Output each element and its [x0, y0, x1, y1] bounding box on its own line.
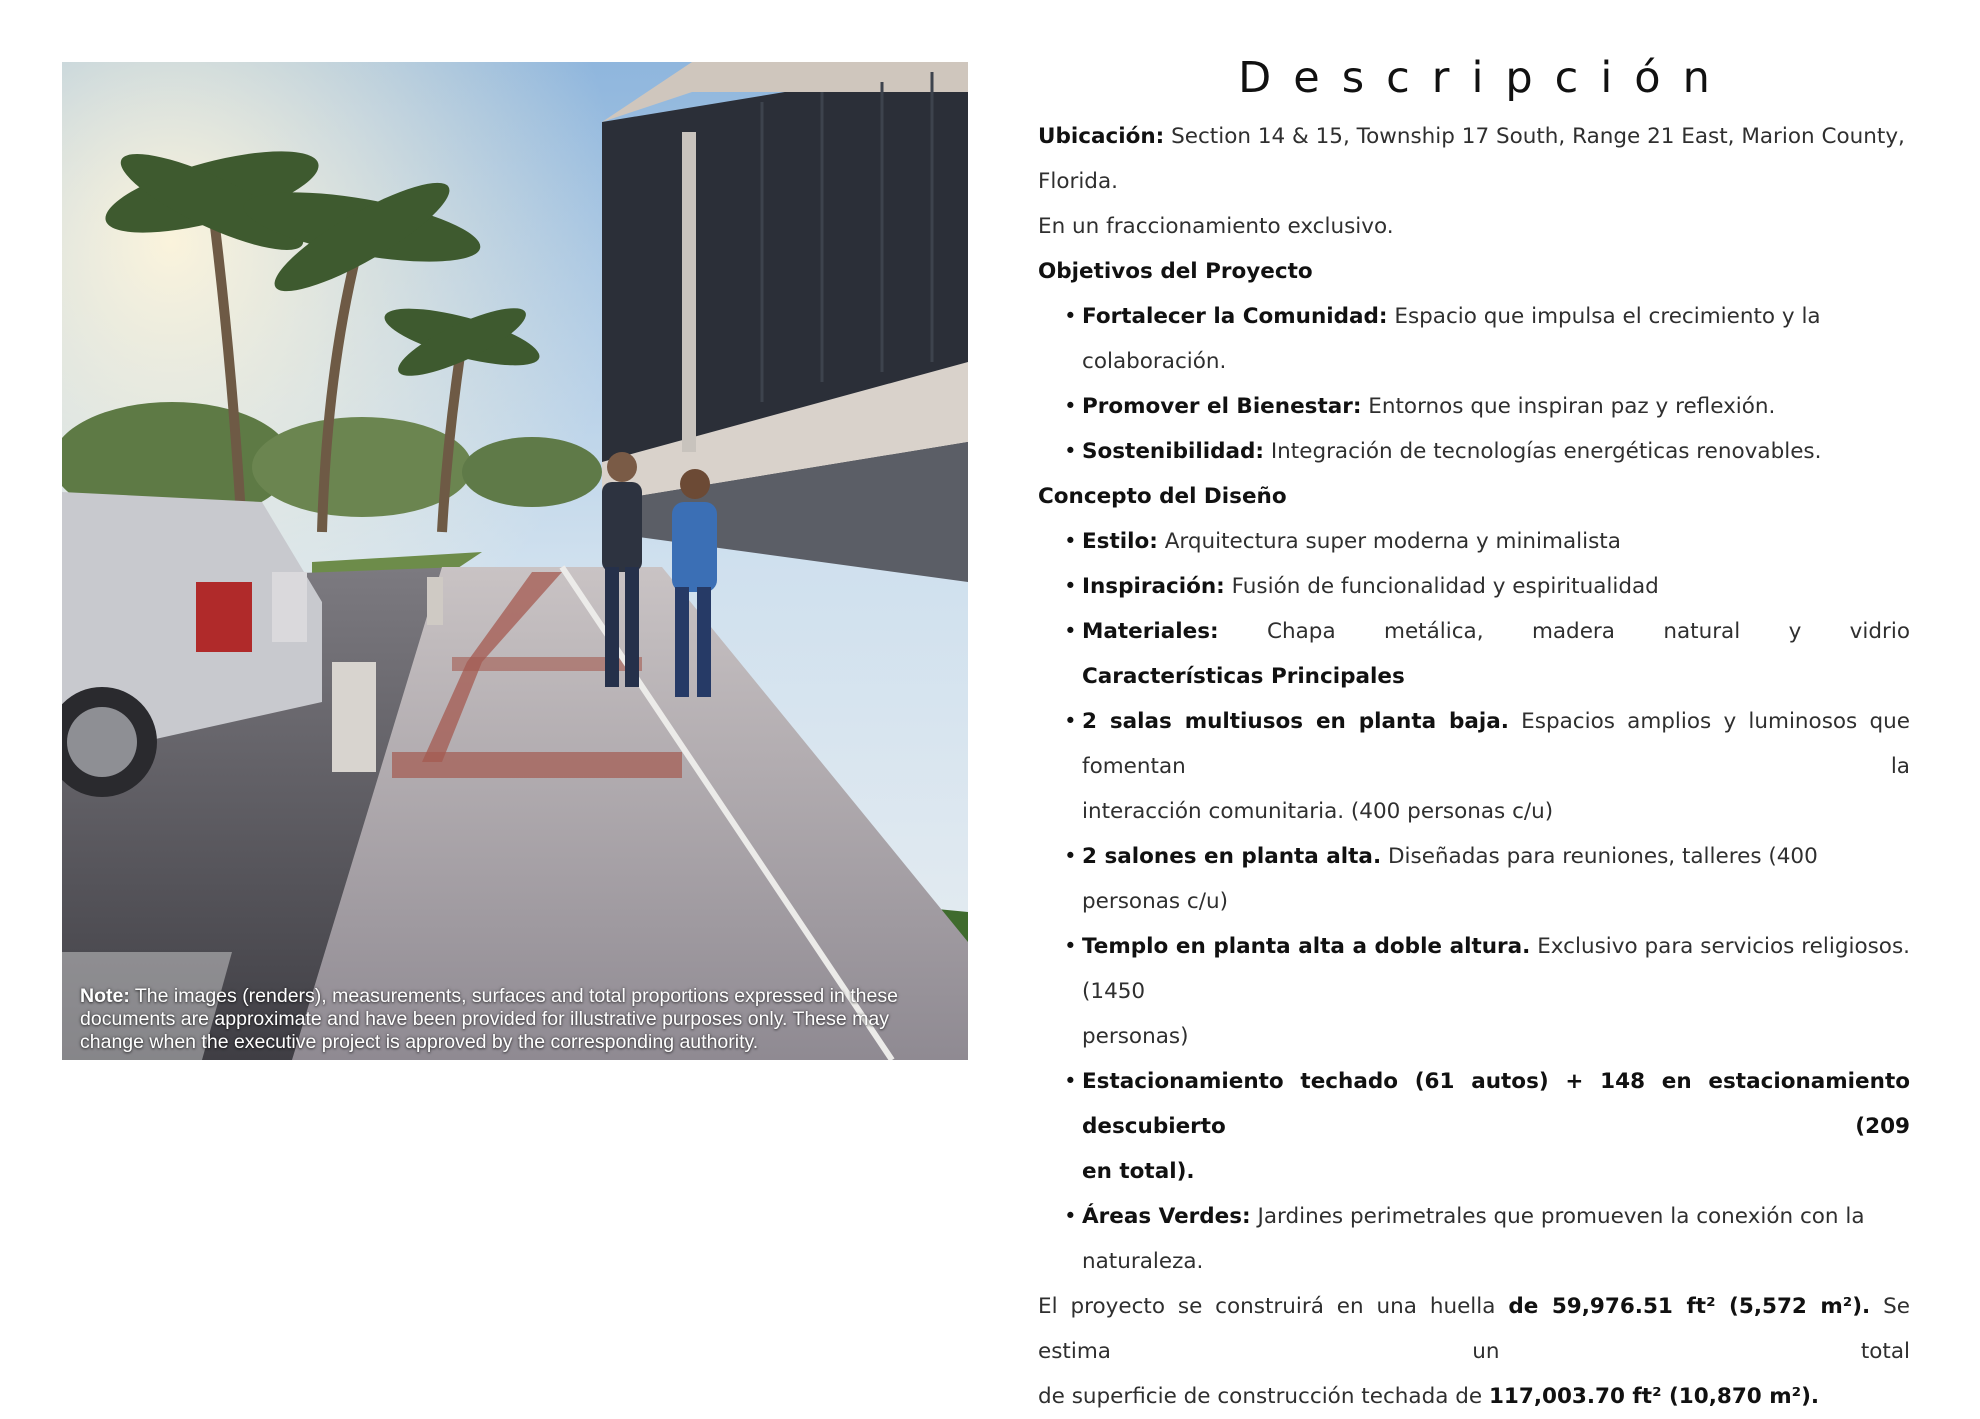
disclaimer-note	[80, 985, 954, 1054]
item-label: Templo en planta alta a doble altura.	[1082, 934, 1531, 959]
list-item: • 2 salas multiusos en planta baja. Espacios amplios y luminosos que fomentan la	[1064, 709, 1910, 779]
item-text: Entornos que inspiran paz y reflexión.	[1361, 394, 1776, 419]
area-line	[1038, 1374, 1910, 1419]
footprint-line	[1038, 1284, 1910, 1374]
footprint-value: de 59,976.51 ft² (5,572 m²).	[1508, 1294, 1871, 1319]
objectives-heading: Objetivos del Proyecto	[1038, 259, 1313, 284]
list-item: • Materiales: Chapa metálica, madera natural y vidrio	[1064, 619, 1910, 644]
item-label: 2 salas multiusos en planta baja.	[1082, 709, 1509, 734]
architectural-render-image	[62, 62, 968, 1060]
area-value: 117,003.70 ft² (10,870 m²).	[1488, 1384, 1820, 1409]
item-continuation: interacción comunitaria. (400 personas c/u)	[1082, 799, 1554, 824]
note-label: Note:	[80, 985, 130, 1007]
location-text: Section 14 & 15, Township 17 South, Range 21 East, Marion County, Florida.	[1038, 124, 1905, 194]
item-label: Áreas Verdes:	[1082, 1204, 1251, 1229]
note-text: The images (renders), measurements, surfaces and total proportions expressed in these documents are approximate and have been provided for illustrative purposes only. These may change when the executive project is approved by the corresponding authority.	[80, 985, 898, 1053]
item-label: Estilo:	[1082, 529, 1158, 554]
item-continuation: personas)	[1082, 1024, 1189, 1049]
item-label: Promover el Bienestar:	[1082, 394, 1362, 419]
list-item: • Inspiración: Fusión de funcionalidad y espiritualidad	[1064, 574, 1659, 599]
item-text: Integración de tecnologías energéticas renovables.	[1263, 439, 1822, 464]
page-title: Descripción	[1238, 53, 1732, 103]
item-label: 2 salones en planta alta.	[1082, 844, 1382, 869]
design-heading: Concepto del Diseño	[1038, 484, 1287, 509]
render-illustration	[62, 62, 968, 1060]
item-label: Estacionamiento techado (61 autos) + 148 en estacionamiento descubierto (209	[1082, 1069, 1910, 1139]
item-label: Sostenibilidad:	[1082, 439, 1264, 464]
item-continuation: en total).	[1082, 1159, 1195, 1184]
item-text: Exclusivo para servicios religiosos. (1450	[1082, 934, 1910, 1004]
item-text: Jardines perimetrales que promueven la conexión con la naturaleza.	[1082, 1204, 1865, 1274]
features-heading: Características Principales	[1082, 664, 1405, 689]
item-text: Espacios amplios y luminosos que fomentan la	[1082, 709, 1910, 779]
list-item: • Sostenibilidad: Integración de tecnologías energéticas renovables.	[1064, 439, 1822, 464]
list-item: • Promover el Bienestar: Entornos que inspiran paz y reflexión.	[1064, 394, 1776, 419]
item-text: Arquitectura super moderna y minimalista	[1157, 529, 1621, 554]
item-label: Materiales:	[1082, 619, 1219, 644]
item-text: Chapa metálica, madera natural y vidrio	[1218, 619, 1910, 644]
list-item: • Estacionamiento techado (61 autos) + 148 en estacionamiento descubierto (209	[1064, 1069, 1910, 1139]
list-item: • 2 salones en planta alta. Diseñadas para reuniones, talleres (400 personas c/u)	[1064, 844, 1818, 914]
item-label: Inspiración:	[1082, 574, 1225, 599]
location-label: Ubicación:	[1038, 124, 1165, 149]
list-item: • Fortalecer la Comunidad: Espacio que impulsa el crecimiento y la colaboración.	[1064, 304, 1821, 374]
location-extra: En un fraccionamiento exclusivo.	[1038, 214, 1394, 239]
description-panel	[1038, 52, 1910, 1419]
list-item: • Templo en planta alta a doble altura. Exclusivo para servicios religiosos. (1450	[1064, 934, 1910, 1004]
footprint-text: El proyecto se construirá en una huella	[1038, 1294, 1509, 1319]
footprint-text-2: Se estima un total	[1038, 1294, 1910, 1364]
item-text: Diseñadas para reuniones, talleres (400 personas c/u)	[1082, 844, 1818, 914]
list-item: • Áreas Verdes: Jardines perimetrales que promueven la conexión con la naturaleza.	[1064, 1204, 1865, 1274]
location-line	[1038, 114, 1910, 204]
list-item: • Estilo: Arquitectura super moderna y minimalista	[1064, 529, 1621, 554]
item-text: Fusión de funcionalidad y espiritualidad	[1224, 574, 1659, 599]
area-text: de superficie de construcción techada de	[1038, 1384, 1489, 1409]
item-text: Espacio que impulsa el crecimiento y la colaboración.	[1082, 304, 1821, 374]
item-label: Fortalecer la Comunidad:	[1082, 304, 1388, 329]
